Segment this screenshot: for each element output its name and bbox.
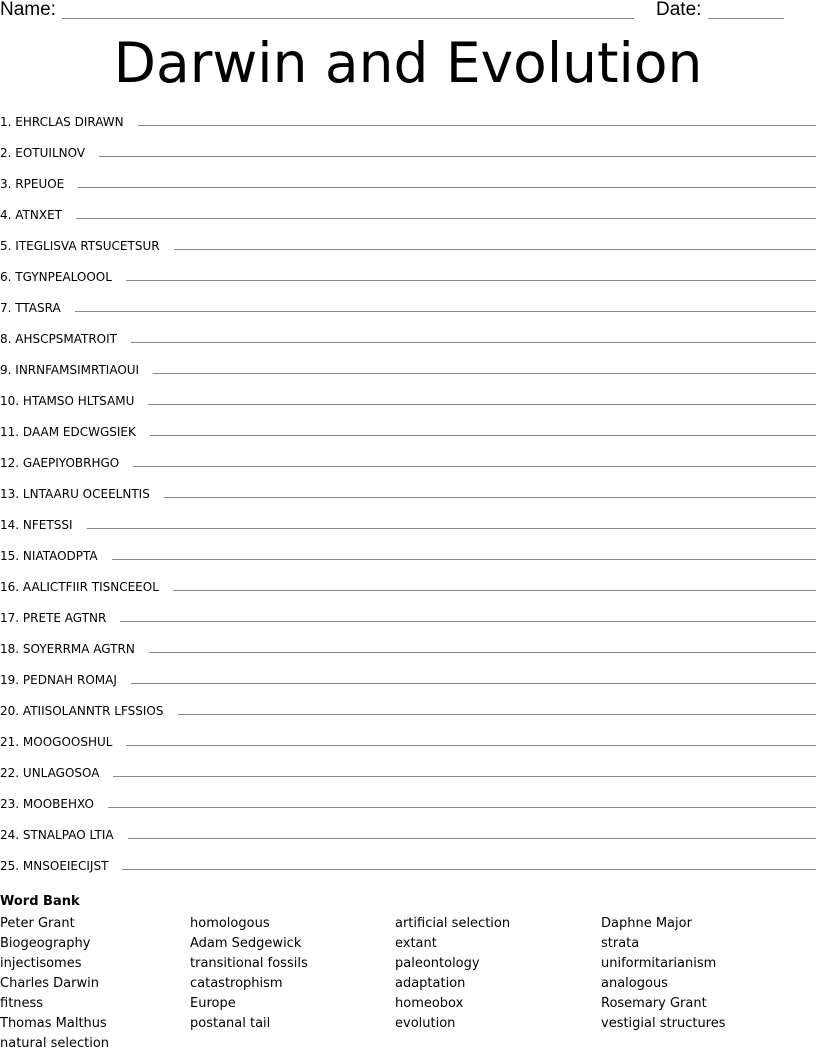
answer-line[interactable] bbox=[148, 393, 816, 405]
scrambled-word: AALICTFIIR TISNCEEOL bbox=[22, 580, 159, 594]
scrambled-word: MOOGOOSHUL bbox=[22, 735, 113, 749]
word-bank-item: natural selection bbox=[0, 1036, 110, 1051]
question-row bbox=[0, 424, 816, 448]
word-bank-item: adaptation bbox=[395, 976, 466, 991]
word-bank-column bbox=[395, 914, 510, 1034]
scrambled-word: NFETSSI bbox=[22, 518, 73, 532]
word-bank-item: uniformitarianism bbox=[601, 956, 717, 971]
question-number: 25. bbox=[0, 859, 20, 873]
answer-line[interactable] bbox=[153, 362, 816, 374]
answer-line[interactable] bbox=[126, 269, 816, 281]
date-field[interactable] bbox=[708, 18, 784, 19]
word-bank-item: fitness bbox=[0, 996, 44, 1011]
question-row bbox=[0, 765, 816, 789]
word-bank-item: postanal tail bbox=[190, 1016, 271, 1031]
answer-line[interactable] bbox=[150, 424, 816, 436]
scrambled-word: ATNXET bbox=[15, 208, 62, 222]
word-bank-item: vestigial structures bbox=[601, 1016, 726, 1031]
answer-line[interactable] bbox=[78, 176, 816, 188]
answer-line[interactable] bbox=[128, 827, 816, 839]
scrambled-word: NIATAODPTA bbox=[22, 549, 98, 563]
scrambled-word: INRNFAMSIMRTIAOUI bbox=[15, 363, 140, 377]
question-row bbox=[0, 362, 816, 386]
answer-line[interactable] bbox=[108, 796, 816, 808]
answer-line[interactable] bbox=[76, 207, 816, 219]
word-bank-item: strata bbox=[601, 936, 640, 951]
answer-line[interactable] bbox=[138, 114, 816, 126]
word-bank-item: Adam Sedgewick bbox=[190, 936, 302, 951]
question-row bbox=[0, 610, 816, 634]
word-bank-item: extant bbox=[395, 936, 437, 951]
date-label: Date: bbox=[656, 0, 702, 20]
word-bank-item: Biogeography bbox=[0, 936, 91, 951]
answer-line[interactable] bbox=[174, 238, 816, 250]
word-bank-column bbox=[190, 914, 308, 1034]
question-number: 2. bbox=[0, 146, 12, 160]
answer-line[interactable] bbox=[126, 734, 816, 746]
scrambled-word: TGYNPEALOOOL bbox=[15, 270, 112, 284]
question-row bbox=[0, 641, 816, 665]
question-row bbox=[0, 858, 816, 882]
word-bank-item: Charles Darwin bbox=[0, 976, 99, 991]
worksheet-header bbox=[0, 0, 816, 24]
question-row bbox=[0, 734, 816, 758]
question-row bbox=[0, 703, 816, 727]
answer-line[interactable] bbox=[133, 455, 816, 467]
answer-line[interactable] bbox=[113, 765, 816, 777]
question-number: 16. bbox=[0, 580, 20, 594]
answer-line[interactable] bbox=[75, 300, 816, 312]
scrambled-word: EHRCLAS DIRAWN bbox=[15, 115, 124, 129]
question-number: 12. bbox=[0, 456, 20, 470]
answer-line[interactable] bbox=[178, 703, 816, 715]
question-row bbox=[0, 207, 816, 231]
question-row bbox=[0, 672, 816, 696]
scrambled-word: DAAM EDCWGSIEK bbox=[22, 425, 136, 439]
word-bank-column bbox=[601, 914, 726, 1034]
scrambled-word: GAEPIYOBRHGO bbox=[22, 456, 120, 470]
question-number: 14. bbox=[0, 518, 20, 532]
scrambled-word: ITEGLISVA RTSUCETSUR bbox=[15, 239, 160, 253]
question-row bbox=[0, 393, 816, 417]
question-row bbox=[0, 796, 816, 820]
answer-line[interactable] bbox=[99, 145, 816, 157]
answer-line[interactable] bbox=[131, 672, 816, 684]
question-number: 11. bbox=[0, 425, 20, 439]
question-number: 21. bbox=[0, 735, 20, 749]
scrambled-word: TTASRA bbox=[15, 301, 61, 315]
word-bank-item: analogous bbox=[601, 976, 668, 991]
answer-line[interactable] bbox=[173, 579, 816, 591]
word-bank-item: Europe bbox=[190, 996, 236, 1011]
question-number: 5. bbox=[0, 239, 12, 253]
answer-line[interactable] bbox=[164, 486, 816, 498]
scrambled-word: LNTAARU OCEELNTIS bbox=[22, 487, 150, 501]
question-row bbox=[0, 455, 816, 479]
question-number: 7. bbox=[0, 301, 12, 315]
scrambled-word: ATIISOLANNTR LFSSIOS bbox=[22, 704, 164, 718]
scrambled-word: SOYERRMA AGTRN bbox=[22, 642, 135, 656]
word-bank-item: injectisomes bbox=[0, 956, 82, 971]
question-number: 13. bbox=[0, 487, 20, 501]
question-number: 10. bbox=[0, 394, 20, 408]
question-row bbox=[0, 300, 816, 324]
question-row bbox=[0, 145, 816, 169]
question-number: 15. bbox=[0, 549, 20, 563]
question-row bbox=[0, 517, 816, 541]
answer-line[interactable] bbox=[87, 517, 816, 529]
question-row bbox=[0, 176, 816, 200]
word-bank-item: artificial selection bbox=[395, 916, 511, 931]
word-bank-item: transitional fossils bbox=[190, 956, 308, 971]
scrambled-word: PEDNAH ROMAJ bbox=[22, 673, 117, 687]
word-bank-item: Thomas Malthus bbox=[0, 1016, 107, 1031]
answer-line[interactable] bbox=[120, 610, 816, 622]
scrambled-word: AHSCPSMATROIT bbox=[15, 332, 117, 346]
question-number: 23. bbox=[0, 797, 20, 811]
question-number: 9. bbox=[0, 363, 12, 377]
question-number: 4. bbox=[0, 208, 12, 222]
scrambled-word: RPEUOE bbox=[15, 177, 65, 191]
scrambled-word: STNALPAO LTIA bbox=[22, 828, 114, 842]
word-bank-item: paleontology bbox=[395, 956, 480, 971]
word-bank-item: catastrophism bbox=[190, 976, 283, 991]
question-row bbox=[0, 579, 816, 603]
question-number: 3. bbox=[0, 177, 12, 191]
question-number: 24. bbox=[0, 828, 20, 842]
answer-line[interactable] bbox=[112, 548, 816, 560]
scrambled-word: UNLAGOSOA bbox=[22, 766, 100, 780]
word-bank-item: Rosemary Grant bbox=[601, 996, 707, 1011]
word-bank-item: Peter Grant bbox=[0, 916, 75, 931]
word-bank-item: evolution bbox=[395, 1016, 456, 1031]
question-number: 22. bbox=[0, 766, 20, 780]
scrambled-word: HTAMSO HLTSAMU bbox=[22, 394, 135, 408]
question-number: 17. bbox=[0, 611, 20, 625]
question-row bbox=[0, 331, 816, 355]
question-row bbox=[0, 269, 816, 293]
name-label: Name: bbox=[0, 0, 56, 20]
word-bank-column bbox=[0, 914, 109, 1054]
question-row bbox=[0, 827, 816, 851]
scrambled-word: EOTUILNOV bbox=[15, 146, 86, 160]
scrambled-word: PRETE AGTNR bbox=[22, 611, 107, 625]
question-row bbox=[0, 548, 816, 572]
name-field[interactable] bbox=[62, 18, 634, 19]
question-row bbox=[0, 114, 816, 138]
question-number: 1. bbox=[0, 115, 12, 129]
question-number: 18. bbox=[0, 642, 20, 656]
page-title: Darwin and Evolution bbox=[113, 31, 703, 95]
word-bank-title: Word Bank bbox=[0, 894, 80, 909]
word-bank-item: homeobox bbox=[395, 996, 464, 1011]
answer-line[interactable] bbox=[122, 858, 816, 870]
question-number: 8. bbox=[0, 332, 12, 346]
scrambled-word: MNSOEIECIJST bbox=[22, 859, 109, 873]
scrambled-word: MOOBEHXO bbox=[22, 797, 94, 811]
question-row bbox=[0, 486, 816, 510]
answer-line[interactable] bbox=[149, 641, 816, 653]
word-bank-item: Daphne Major bbox=[601, 916, 692, 931]
answer-line[interactable] bbox=[131, 331, 816, 343]
word-bank-item: homologous bbox=[190, 916, 270, 931]
question-number: 19. bbox=[0, 673, 20, 687]
question-number: 6. bbox=[0, 270, 12, 284]
question-number: 20. bbox=[0, 704, 20, 718]
question-row bbox=[0, 238, 816, 262]
